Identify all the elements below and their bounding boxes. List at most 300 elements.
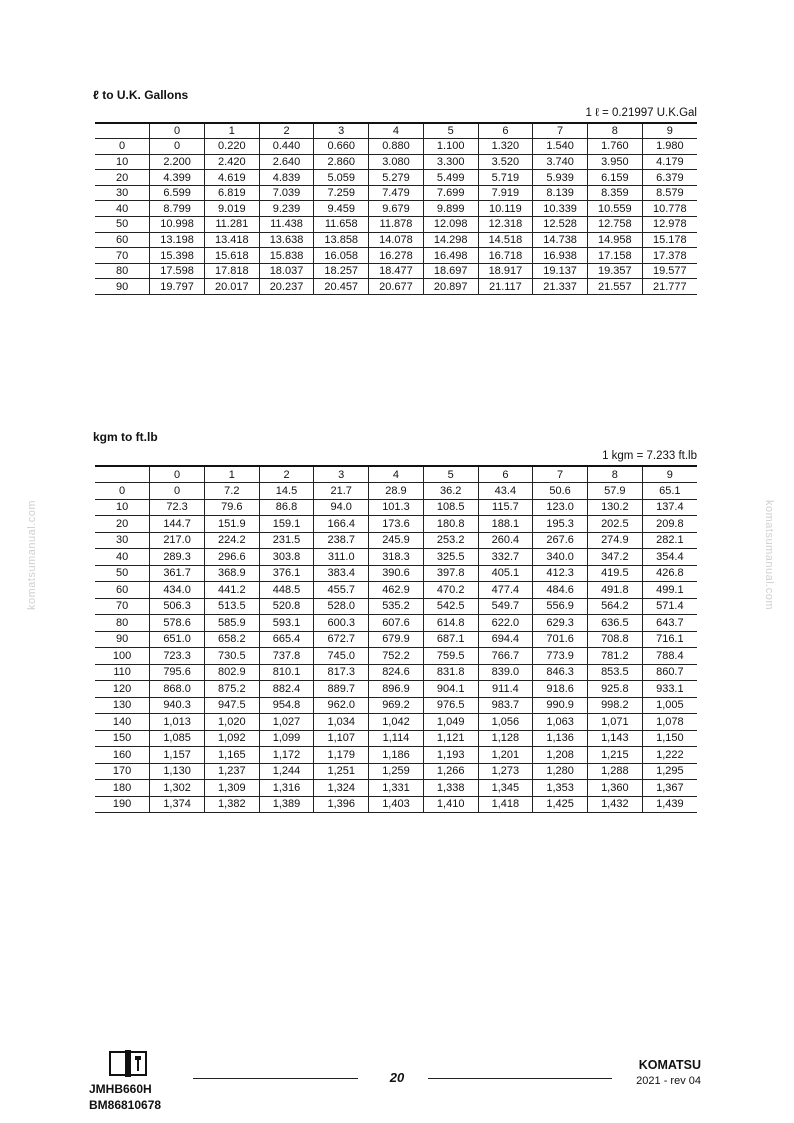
- table-cell: 528.0: [314, 598, 369, 615]
- table-cell: 962.0: [314, 697, 369, 714]
- table-cell: 4.839: [259, 170, 314, 186]
- table-cell: 8.799: [150, 201, 205, 217]
- table-cell: 824.6: [369, 664, 424, 681]
- table-cell: 477.4: [478, 582, 533, 599]
- table-cell: 1,316: [259, 780, 314, 797]
- column-header: 2: [259, 466, 314, 483]
- table-cell: 245.9: [369, 532, 424, 549]
- table-cell: 441.2: [204, 582, 259, 599]
- table-cell: 940.3: [150, 697, 205, 714]
- table-cell: 7.479: [369, 185, 424, 201]
- table-cell: 1,121: [423, 730, 478, 747]
- table-cell: 1,273: [478, 763, 533, 780]
- table-cell: 1,042: [369, 714, 424, 731]
- table-cell: 20.457: [314, 279, 369, 295]
- table-cell: 20.237: [259, 279, 314, 295]
- table-header-row: [95, 123, 697, 139]
- table-cell: 954.8: [259, 697, 314, 714]
- table-cell: 20.017: [204, 279, 259, 295]
- table-row: [95, 139, 697, 155]
- table-cell: 1,410: [423, 796, 478, 813]
- table-cell: 781.2: [587, 648, 642, 665]
- table-cell: 325.5: [423, 549, 478, 566]
- table-row: [95, 201, 697, 217]
- table-cell: 1,193: [423, 747, 478, 764]
- table-cell: 10.559: [587, 201, 642, 217]
- table-cell: 1,013: [150, 714, 205, 731]
- table-cell: 0.440: [259, 139, 314, 155]
- table-cell: 1.320: [478, 139, 533, 155]
- table-cell: 267.6: [533, 532, 588, 549]
- table-cell: 1,034: [314, 714, 369, 731]
- table-cell: 600.3: [314, 615, 369, 632]
- table-cell: 839.0: [478, 664, 533, 681]
- table-cell: 15.838: [259, 248, 314, 264]
- row-header: 160: [95, 747, 150, 764]
- table-cell: 11.658: [314, 217, 369, 233]
- table-cell: 2.420: [204, 154, 259, 170]
- table-cell: 730.5: [204, 648, 259, 665]
- table-cell: 679.9: [369, 631, 424, 648]
- table-cell: 1,266: [423, 763, 478, 780]
- table-row: [95, 483, 697, 500]
- table-cell: 94.0: [314, 499, 369, 516]
- table-cell: 311.0: [314, 549, 369, 566]
- table-cell: 419.5: [587, 565, 642, 582]
- table-cell: 86.8: [259, 499, 314, 516]
- table-cell: 18.697: [423, 263, 478, 279]
- table-cell: 1,020: [204, 714, 259, 731]
- table-cell: 397.8: [423, 565, 478, 582]
- table-cell: 14.078: [369, 232, 424, 248]
- table-cell: 10.778: [642, 201, 697, 217]
- table-cell: 15.178: [642, 232, 697, 248]
- table-header-row: [95, 466, 697, 483]
- corner-cell: [95, 123, 150, 139]
- table-row: [95, 499, 697, 516]
- table-cell: 18.037: [259, 263, 314, 279]
- table-cell: 19.577: [642, 263, 697, 279]
- table-cell: 571.4: [642, 598, 697, 615]
- table-cell: 57.9: [587, 483, 642, 500]
- table-cell: 1.980: [642, 139, 697, 155]
- table-cell: 6.819: [204, 185, 259, 201]
- table-cell: 831.8: [423, 664, 478, 681]
- table-cell: 462.9: [369, 582, 424, 599]
- table-cell: 723.3: [150, 648, 205, 665]
- table-cell: 19.797: [150, 279, 205, 295]
- table-row: [95, 185, 697, 201]
- watermark-left: komatsumanual.com: [26, 500, 38, 610]
- table-cell: 12.978: [642, 217, 697, 233]
- table-cell: 11.281: [204, 217, 259, 233]
- table-cell: 860.7: [642, 664, 697, 681]
- table-cell: 904.1: [423, 681, 478, 698]
- table-cell: 12.318: [478, 217, 533, 233]
- table-cell: 1,128: [478, 730, 533, 747]
- table-cell: 1,215: [587, 747, 642, 764]
- table-cell: 123.0: [533, 499, 588, 516]
- table-cell: 1,425: [533, 796, 588, 813]
- table-cell: 21.337: [533, 279, 588, 295]
- table-row: [95, 263, 697, 279]
- table-cell: 1,309: [204, 780, 259, 797]
- table-cell: 549.7: [478, 598, 533, 615]
- table-cell: 0: [150, 483, 205, 500]
- gal-conversion-table: [95, 122, 697, 295]
- table-cell: 5.059: [314, 170, 369, 186]
- row-header: 100: [95, 648, 150, 665]
- table-cell: 1,114: [369, 730, 424, 747]
- table-cell: 376.1: [259, 565, 314, 582]
- table-cell: 1,259: [369, 763, 424, 780]
- table-row: [95, 532, 697, 549]
- table-cell: 15.398: [150, 248, 205, 264]
- table-cell: 18.477: [369, 263, 424, 279]
- table-cell: 318.3: [369, 549, 424, 566]
- table-cell: 5.279: [369, 170, 424, 186]
- table-cell: 16.058: [314, 248, 369, 264]
- table-cell: 7.039: [259, 185, 314, 201]
- table-cell: 933.1: [642, 681, 697, 698]
- table-cell: 3.740: [533, 154, 588, 170]
- table-cell: 810.1: [259, 664, 314, 681]
- table-cell: 1,165: [204, 747, 259, 764]
- table-cell: 10.998: [150, 217, 205, 233]
- table-cell: 1,389: [259, 796, 314, 813]
- table-cell: 896.9: [369, 681, 424, 698]
- table-cell: 12.098: [423, 217, 478, 233]
- row-header: 50: [95, 217, 150, 233]
- column-header: 9: [642, 466, 697, 483]
- part-number: BM86810678: [89, 1098, 162, 1112]
- column-header: 5: [423, 123, 478, 139]
- table-cell: 1,396: [314, 796, 369, 813]
- table-cell: 998.2: [587, 697, 642, 714]
- row-header: 30: [95, 532, 150, 549]
- table-cell: 636.5: [587, 615, 642, 632]
- table-cell: 8.579: [642, 185, 697, 201]
- table-cell: 16.278: [369, 248, 424, 264]
- table-cell: 166.4: [314, 516, 369, 533]
- table-cell: 18.257: [314, 263, 369, 279]
- table-cell: 9.459: [314, 201, 369, 217]
- table-row: [95, 796, 697, 813]
- table-cell: 1,150: [642, 730, 697, 747]
- table-cell: 7.919: [478, 185, 533, 201]
- table-cell: 238.7: [314, 532, 369, 549]
- table-cell: 21.777: [642, 279, 697, 295]
- table-cell: 14.958: [587, 232, 642, 248]
- table-cell: 535.2: [369, 598, 424, 615]
- table-cell: 79.6: [204, 499, 259, 516]
- table-cell: 188.1: [478, 516, 533, 533]
- table-cell: 368.9: [204, 565, 259, 582]
- table-cell: 795.6: [150, 664, 205, 681]
- row-header: 70: [95, 248, 150, 264]
- table-cell: 1,331: [369, 780, 424, 797]
- table-cell: 0: [150, 139, 205, 155]
- table-cell: 14.738: [533, 232, 588, 248]
- gal-section-title: ℓ to U.K. Gallons: [93, 88, 189, 102]
- row-header: 70: [95, 598, 150, 615]
- table-cell: 716.1: [642, 631, 697, 648]
- table-cell: 19.357: [587, 263, 642, 279]
- row-header: 90: [95, 631, 150, 648]
- row-header: 190: [95, 796, 150, 813]
- row-header: 20: [95, 516, 150, 533]
- table-cell: 434.0: [150, 582, 205, 599]
- table-cell: 303.8: [259, 549, 314, 566]
- table-cell: 1,005: [642, 697, 697, 714]
- table-cell: 1,403: [369, 796, 424, 813]
- table-cell: 990.9: [533, 697, 588, 714]
- table-cell: 21.117: [478, 279, 533, 295]
- table-cell: 332.7: [478, 549, 533, 566]
- model-code: JMHB660H: [89, 1082, 152, 1096]
- row-header: 50: [95, 565, 150, 582]
- table-cell: 448.5: [259, 582, 314, 599]
- table-cell: 12.528: [533, 217, 588, 233]
- table-cell: 1,439: [642, 796, 697, 813]
- table-cell: 19.137: [533, 263, 588, 279]
- table-cell: 911.4: [478, 681, 533, 698]
- table-cell: 1,179: [314, 747, 369, 764]
- table-cell: 846.3: [533, 664, 588, 681]
- table-cell: 28.9: [369, 483, 424, 500]
- table-cell: 556.9: [533, 598, 588, 615]
- row-header: 130: [95, 697, 150, 714]
- brand-name: KOMATSU: [638, 1058, 701, 1072]
- table-cell: 651.0: [150, 631, 205, 648]
- table-cell: 115.7: [478, 499, 533, 516]
- table-row: [95, 516, 697, 533]
- column-header: 8: [587, 123, 642, 139]
- table-cell: 390.6: [369, 565, 424, 582]
- table-row: [95, 598, 697, 615]
- table-cell: 1,092: [204, 730, 259, 747]
- table-cell: 209.8: [642, 516, 697, 533]
- table-cell: 15.618: [204, 248, 259, 264]
- table-cell: 737.8: [259, 648, 314, 665]
- table-cell: 889.7: [314, 681, 369, 698]
- table-cell: 918.6: [533, 681, 588, 698]
- row-header: 0: [95, 483, 150, 500]
- table-cell: 694.4: [478, 631, 533, 648]
- row-header: 170: [95, 763, 150, 780]
- table-cell: 853.5: [587, 664, 642, 681]
- table-cell: 72.3: [150, 499, 205, 516]
- table-cell: 202.5: [587, 516, 642, 533]
- table-cell: 9.679: [369, 201, 424, 217]
- corner-cell: [95, 466, 150, 483]
- column-header: 0: [150, 466, 205, 483]
- table-cell: 817.3: [314, 664, 369, 681]
- table-cell: 21.557: [587, 279, 642, 295]
- column-header: 0: [150, 123, 205, 139]
- table-cell: 6.599: [150, 185, 205, 201]
- row-header: 0: [95, 139, 150, 155]
- row-header: 110: [95, 664, 150, 681]
- table-cell: 614.8: [423, 615, 478, 632]
- table-cell: 1,374: [150, 796, 205, 813]
- table-cell: 1,085: [150, 730, 205, 747]
- table-cell: 1,222: [642, 747, 697, 764]
- table-cell: 1,201: [478, 747, 533, 764]
- table-cell: 643.7: [642, 615, 697, 632]
- table-cell: 108.5: [423, 499, 478, 516]
- table-cell: 43.4: [478, 483, 533, 500]
- table-cell: 14.518: [478, 232, 533, 248]
- table-cell: 969.2: [369, 697, 424, 714]
- table-cell: 20.897: [423, 279, 478, 295]
- table-cell: 6.159: [587, 170, 642, 186]
- table-row: [95, 697, 697, 714]
- table-cell: 0.660: [314, 139, 369, 155]
- table-cell: 159.1: [259, 516, 314, 533]
- table-cell: 585.9: [204, 615, 259, 632]
- column-header: 2: [259, 123, 314, 139]
- table-cell: 1.100: [423, 139, 478, 155]
- table-cell: 36.2: [423, 483, 478, 500]
- table-cell: 564.2: [587, 598, 642, 615]
- table-cell: 687.1: [423, 631, 478, 648]
- table-cell: 65.1: [642, 483, 697, 500]
- table-cell: 1,280: [533, 763, 588, 780]
- table-cell: 506.3: [150, 598, 205, 615]
- table-cell: 520.8: [259, 598, 314, 615]
- table-cell: 1.760: [587, 139, 642, 155]
- table-cell: 426.8: [642, 565, 697, 582]
- column-header: 4: [369, 466, 424, 483]
- row-header: 80: [95, 263, 150, 279]
- table-cell: 16.938: [533, 248, 588, 264]
- table-cell: 1,295: [642, 763, 697, 780]
- table-cell: 12.758: [587, 217, 642, 233]
- table-row: [95, 631, 697, 648]
- table-cell: 17.598: [150, 263, 205, 279]
- row-header: 90: [95, 279, 150, 295]
- table-cell: 8.359: [587, 185, 642, 201]
- table-cell: 2.200: [150, 154, 205, 170]
- table-cell: 224.2: [204, 532, 259, 549]
- table-cell: 1.540: [533, 139, 588, 155]
- table-cell: 868.0: [150, 681, 205, 698]
- table-cell: 665.4: [259, 631, 314, 648]
- table-row: [95, 681, 697, 698]
- column-header: 7: [533, 466, 588, 483]
- table-cell: 1,027: [259, 714, 314, 731]
- table-cell: 14.298: [423, 232, 478, 248]
- table-cell: 17.158: [587, 248, 642, 264]
- table-cell: 658.2: [204, 631, 259, 648]
- table-cell: 875.2: [204, 681, 259, 698]
- table-cell: 1,078: [642, 714, 697, 731]
- table-cell: 1,338: [423, 780, 478, 797]
- column-header: 7: [533, 123, 588, 139]
- table-cell: 9.019: [204, 201, 259, 217]
- table-cell: 9.239: [259, 201, 314, 217]
- table-cell: 3.300: [423, 154, 478, 170]
- table-cell: 260.4: [478, 532, 533, 549]
- table-cell: 622.0: [478, 615, 533, 632]
- table-cell: 1,251: [314, 763, 369, 780]
- table-cell: 759.5: [423, 648, 478, 665]
- table-row: [95, 714, 697, 731]
- table-cell: 9.899: [423, 201, 478, 217]
- table-cell: 491.8: [587, 582, 642, 599]
- row-header: 40: [95, 549, 150, 566]
- table-row: [95, 747, 697, 764]
- table-cell: 7.259: [314, 185, 369, 201]
- table-cell: 340.0: [533, 549, 588, 566]
- table-cell: 144.7: [150, 516, 205, 533]
- page-number: 20: [389, 1070, 405, 1085]
- table-cell: 383.4: [314, 565, 369, 582]
- table-cell: 1,208: [533, 747, 588, 764]
- table-cell: 7.2: [204, 483, 259, 500]
- table-cell: 1,353: [533, 780, 588, 797]
- table-cell: 1,324: [314, 780, 369, 797]
- kgm-section-title: kgm to ft.lb: [93, 430, 158, 444]
- table-cell: 101.3: [369, 499, 424, 516]
- table-cell: 1,186: [369, 747, 424, 764]
- table-cell: 50.6: [533, 483, 588, 500]
- table-cell: 289.3: [150, 549, 205, 566]
- table-cell: 5.719: [478, 170, 533, 186]
- table-cell: 1,288: [587, 763, 642, 780]
- table-row: [95, 217, 697, 233]
- table-cell: 361.7: [150, 565, 205, 582]
- table-cell: 1,345: [478, 780, 533, 797]
- table-cell: 1,237: [204, 763, 259, 780]
- table-cell: 137.4: [642, 499, 697, 516]
- table-cell: 2.640: [259, 154, 314, 170]
- table-cell: 1,071: [587, 714, 642, 731]
- table-row: [95, 565, 697, 582]
- table-row: [95, 664, 697, 681]
- table-cell: 773.9: [533, 648, 588, 665]
- table-cell: 708.8: [587, 631, 642, 648]
- row-header: 140: [95, 714, 150, 731]
- table-cell: 1,130: [150, 763, 205, 780]
- table-cell: 4.619: [204, 170, 259, 186]
- column-header: 6: [478, 466, 533, 483]
- table-cell: 173.6: [369, 516, 424, 533]
- table-row: [95, 154, 697, 170]
- column-header: 3: [314, 123, 369, 139]
- table-cell: 354.4: [642, 549, 697, 566]
- table-cell: 3.950: [587, 154, 642, 170]
- table-cell: 1,099: [259, 730, 314, 747]
- table-cell: 130.2: [587, 499, 642, 516]
- table-cell: 593.1: [259, 615, 314, 632]
- gal-conversion-note: 1 ℓ = 0.21997 U.K.Gal: [585, 107, 697, 119]
- table-cell: 976.5: [423, 697, 478, 714]
- table-row: [95, 232, 697, 248]
- row-header: 120: [95, 681, 150, 698]
- table-cell: 1,172: [259, 747, 314, 764]
- table-row: [95, 248, 697, 264]
- table-cell: 5.499: [423, 170, 478, 186]
- table-row: [95, 279, 697, 295]
- table-cell: 17.378: [642, 248, 697, 264]
- table-cell: 11.878: [369, 217, 424, 233]
- table-cell: 347.2: [587, 549, 642, 566]
- table-cell: 8.139: [533, 185, 588, 201]
- table-cell: 3.520: [478, 154, 533, 170]
- table-cell: 13.858: [314, 232, 369, 248]
